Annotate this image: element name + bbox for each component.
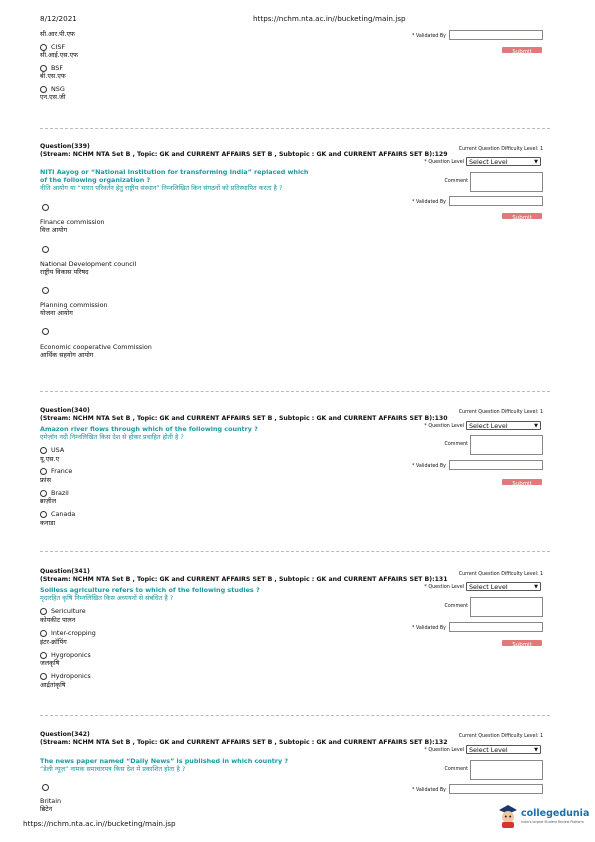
option-item[interactable]: NSG [40, 85, 65, 93]
validated-by-input[interactable] [449, 196, 543, 206]
footer-url: https://nchm.nta.ac.in//bucketing/main.jsp [23, 819, 176, 828]
radio-button[interactable] [40, 630, 47, 637]
radio-button[interactable] [40, 44, 47, 51]
option-item[interactable]: Hygroponics [40, 651, 91, 659]
option-hi: आर्थिक सहयोग आयोग [40, 351, 94, 359]
option-hi: सी.आई.एस.एफ [40, 51, 79, 59]
option-en: Finance commission [40, 218, 105, 226]
validated-by-input[interactable] [449, 30, 543, 40]
divider [40, 715, 550, 716]
option-radio[interactable] [42, 203, 53, 211]
question-id: Question(342) [40, 731, 90, 738]
option-item[interactable]: USA [40, 446, 64, 454]
chevron-down-icon: ▼ [534, 747, 538, 753]
option-en: Britain [40, 797, 62, 805]
print-date: 8/12/2021 [40, 14, 77, 23]
question-id: Question(339) [40, 143, 90, 150]
radio-button[interactable] [40, 490, 47, 497]
radio-button[interactable] [40, 608, 47, 615]
comment-textarea[interactable] [470, 760, 543, 780]
chevron-down-icon: ▼ [534, 159, 538, 165]
difficulty-level: Current Question Difficulty Level: 1 [458, 734, 543, 739]
option-radio[interactable] [42, 286, 53, 294]
option-item[interactable]: France [40, 467, 72, 475]
difficulty-level: Current Question Difficulty Level: 1 [458, 147, 543, 152]
option-radio[interactable] [42, 327, 53, 335]
radio-button[interactable] [40, 673, 47, 680]
divider [40, 551, 550, 552]
brand-name: collegedunia [521, 808, 590, 819]
comment-label: Comment [444, 442, 468, 447]
comment-label: Comment [444, 767, 468, 772]
option-hi: वित्त आयोग [40, 226, 68, 234]
option-item[interactable]: Hydroponics [40, 672, 91, 680]
radio-button[interactable] [40, 468, 47, 475]
question-level-select[interactable]: Select Level ▼ [466, 582, 541, 591]
validated-by-input[interactable] [449, 460, 543, 470]
question-text-en: NITI Aayog or “National Institution for transforming India” replaced which of the following organization ? [40, 168, 309, 184]
question-level-label: * Question Level [424, 424, 464, 429]
radio-button[interactable] [40, 86, 47, 93]
question-level-select[interactable]: Select Level ▼ [466, 745, 541, 754]
option-hi: कनाडा [40, 519, 56, 527]
submit-button[interactable]: Submit [502, 213, 542, 219]
option-item[interactable]: Canada [40, 510, 75, 518]
question-level-label: * Question Level [424, 585, 464, 590]
question-text-en: The news paper named “Daily News” is published in which country ? [40, 757, 289, 765]
option-hi: फ्रांस [40, 476, 51, 484]
question-stream: (Stream: NCHM NTA Set B , Topic: GK and CURRENT AFFAIRS SET B , Subtopic : GK and CURRENT AFFAIRS SET B):132 [40, 739, 448, 746]
option-hi: जलकृषि [40, 659, 60, 667]
question-stream: (Stream: NCHM NTA Set B , Topic: GK and CURRENT AFFAIRS SET B , Subtopic : GK and CURRENT AFFAIRS SET B):129 [40, 151, 448, 158]
question-id: Question(341) [40, 568, 90, 575]
brand-tagline: India's largest Student Review Platform [521, 820, 584, 824]
radio-button[interactable] [42, 328, 49, 335]
radio-button[interactable] [42, 204, 49, 211]
difficulty-level: Current Question Difficulty Level: 1 [458, 410, 543, 415]
option-hi: राष्ट्रीय विकास परिषद [40, 268, 89, 276]
radio-button[interactable] [42, 287, 49, 294]
option-radio[interactable] [42, 783, 53, 791]
comment-textarea[interactable] [470, 435, 543, 455]
question-level-label: * Question Level [424, 748, 464, 753]
validated-by-label: * Validated By [412, 34, 446, 39]
divider [40, 391, 550, 392]
validated-by-input[interactable] [449, 622, 543, 632]
option-hi: ब्राज़ील [40, 497, 57, 505]
comment-textarea[interactable] [470, 597, 543, 617]
option-en: Planning commission [40, 301, 108, 309]
validated-by-input[interactable] [449, 784, 543, 794]
question-id: Question(340) [40, 407, 90, 414]
divider [40, 128, 550, 129]
submit-button[interactable]: Submit [502, 479, 542, 485]
radio-button[interactable] [42, 246, 49, 253]
chevron-down-icon: ▼ [534, 584, 538, 590]
submit-button[interactable]: Submit [502, 47, 542, 53]
question-stream: (Stream: NCHM NTA Set B , Topic: GK and CURRENT AFFAIRS SET B , Subtopic : GK and CURRENT AFFAIRS SET B):131 [40, 576, 448, 583]
option-hi: ब्रिटेन [40, 805, 53, 813]
option-hi: इंटर-क्रॉपिंग [40, 638, 67, 646]
option-item[interactable]: BSF [40, 64, 63, 72]
validated-by-label: * Validated By [412, 464, 446, 469]
question-level-select[interactable]: Select Level ▼ [466, 157, 541, 166]
question-text-en: Soilless agriculture refers to which of the following studies ? [40, 586, 260, 594]
radio-button[interactable] [40, 65, 47, 72]
radio-button[interactable] [40, 447, 47, 454]
question-stream: (Stream: NCHM NTA Set B , Topic: GK and CURRENT AFFAIRS SET B , Subtopic : GK and CURRENT AFFAIRS SET B):130 [40, 415, 448, 422]
option-item[interactable]: CISF [40, 43, 65, 51]
validated-by-label: * Validated By [412, 788, 446, 793]
option-item[interactable]: Sericulture [40, 607, 86, 615]
radio-button[interactable] [40, 652, 47, 659]
comment-label: Comment [444, 179, 468, 184]
validated-by-label: * Validated By [412, 626, 446, 631]
question-text-hi: एमेज़ॉन नदी निम्नलिखित किस देश से होकर प्रवाहित होती है ? [40, 433, 184, 441]
option-item[interactable]: Inter-cropping [40, 629, 96, 637]
radio-button[interactable] [40, 511, 47, 518]
mascot-icon [497, 804, 519, 828]
validated-by-label: * Validated By [412, 200, 446, 205]
option-hi: यू.एस.ए [40, 455, 60, 463]
difficulty-level: Current Question Difficulty Level: 1 [458, 572, 543, 577]
chevron-down-icon: ▼ [534, 423, 538, 429]
option-hi: एन.एस.जी [40, 93, 66, 101]
option-hi: सी.आर.पी.एफ [40, 30, 75, 38]
option-hi: कोयकीट पालन [40, 616, 76, 624]
option-en: National Development council [40, 260, 137, 268]
question-text-hi: मृदारहित कृषि निम्नलिखित किस अध्ययनों से संबंधित है ? [40, 594, 174, 602]
question-text-en: Amazon river flows through which of the following country ? [40, 425, 258, 433]
option-hi: बी.एस.एफ [40, 72, 66, 80]
question-text-hi: नीति आयोग या “भारत परिवर्तन हेतु राष्ट्रीय संस्थान” निम्नलिखित किन संगठनों को प्रतिस्थापित करता है ? [40, 184, 283, 192]
option-hi: आर्द्रतांकृषि [40, 681, 66, 689]
question-text-hi: “डेली न्यूज़” नामक समाचारपत्र किस देश में प्रकाशित होता है ? [40, 765, 186, 773]
comment-label: Comment [444, 604, 468, 609]
collegedunia-logo [497, 804, 590, 828]
question-level-select[interactable]: Select Level ▼ [466, 421, 541, 430]
option-en: Economic cooperative Commission [40, 343, 152, 351]
comment-textarea[interactable] [470, 172, 543, 192]
page-url: https://nchm.nta.ac.in//bucketing/main.jsp [253, 14, 406, 23]
submit-button[interactable]: Submit [502, 640, 542, 646]
radio-button[interactable] [42, 784, 49, 791]
option-radio[interactable] [42, 245, 53, 253]
option-item[interactable]: Brazil [40, 489, 69, 497]
option-hi: योजना आयोग [40, 309, 73, 317]
question-level-label: * Question Level [424, 160, 464, 165]
